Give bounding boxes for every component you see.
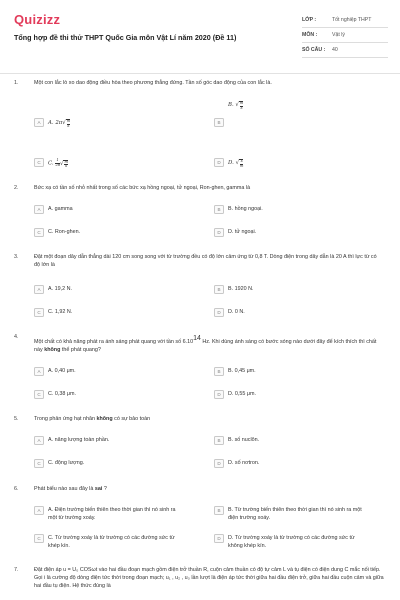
- option-text: B. Từ trường biến thiên theo thời gian thì nó sinh ra một điện trường xoáy.: [228, 507, 362, 521]
- question-1: [14, 80, 388, 180]
- option-letter: D: [214, 534, 224, 543]
- option-b[interactable]: [214, 205, 366, 214]
- meta-class-value: Tốt nghiệp THPT: [332, 17, 372, 23]
- header: [14, 10, 386, 60]
- option-letter: B: [214, 436, 224, 445]
- option-letter: D: [214, 308, 224, 317]
- question-text: Trong phản ứng hạt nhân không có sự bảo toàn: [34, 416, 151, 422]
- option-letter: C: [34, 158, 44, 167]
- option-text: A. 2π√ $\frac{m}{k}$: [48, 119, 71, 128]
- option-text: B. hồng ngoại.: [228, 206, 263, 212]
- option-text: C. 0,38 μm.: [48, 391, 76, 397]
- option-text: D. 0,55 μm.: [228, 391, 256, 397]
- question-number: 3.: [14, 254, 19, 260]
- option-a[interactable]: [34, 367, 186, 376]
- option-text: A. 0,40 μm.: [48, 368, 76, 374]
- option-d[interactable]: [214, 228, 366, 237]
- option-a[interactable]: [34, 436, 186, 445]
- option-letter: D: [214, 459, 224, 468]
- option-text: B. 1920 N.: [228, 286, 254, 292]
- option-a[interactable]: [34, 285, 186, 294]
- option-letter: C: [34, 308, 44, 317]
- option-c[interactable]: [34, 308, 186, 317]
- option-text: A. năng lượng toàn phần.: [48, 437, 110, 443]
- option-text: C. 1,92 N.: [48, 309, 73, 315]
- meta-info: [302, 13, 388, 58]
- option-c[interactable]: [34, 390, 186, 399]
- option-b[interactable]: [214, 436, 366, 445]
- question-4: [14, 334, 388, 404]
- option-text: D. số nơtron.: [228, 460, 260, 466]
- option-text: C. $\frac{1}{2\pi}$ √ $\frac{m}{k}$: [48, 158, 68, 169]
- option-c[interactable]: [34, 534, 186, 550]
- option-text: B. √ $\frac{m}{k}$: [228, 101, 244, 110]
- option-letter: A: [34, 367, 44, 376]
- option-d[interactable]: [214, 534, 366, 550]
- option-letter: C: [34, 390, 44, 399]
- quizizz-logo: Quizizz: [14, 12, 61, 27]
- option-b[interactable]: [214, 100, 366, 110]
- option-a[interactable]: [34, 205, 186, 214]
- option-b[interactable]: [214, 506, 366, 522]
- option-letter: D: [214, 390, 224, 399]
- option-a[interactable]: [34, 118, 186, 128]
- option-text: D. Từ trường xoáy là từ trường có các đường sức từ không khép kín.: [228, 535, 355, 549]
- option-letter: C: [34, 228, 44, 237]
- option-c[interactable]: [34, 228, 186, 237]
- option-letter: D: [214, 228, 224, 237]
- option-text: C. Từ trường xoáy là từ trường có các đường sức từ khép kín.: [48, 535, 175, 549]
- option-letter: A: [34, 506, 44, 515]
- option-text: C. động lượng.: [48, 460, 85, 466]
- option-d[interactable]: [214, 390, 366, 399]
- option-text: A. Điện trường biến thiên theo thời gian thì nó sinh ra một từ trường xoáy.: [48, 507, 176, 521]
- question-number: 1.: [14, 80, 19, 86]
- option-text: C. Ron-ghen.: [48, 229, 81, 235]
- question-text: Phát biểu nào sau đây là sai ?: [34, 486, 107, 492]
- option-text: B. số nuclôn.: [228, 437, 260, 443]
- option-letter: B: [214, 285, 224, 294]
- meta-count-value: 40: [332, 47, 338, 53]
- option-letter: B: [214, 205, 224, 214]
- meta-count-row: [302, 43, 388, 58]
- header-divider: [0, 73, 400, 74]
- option-d[interactable]: [214, 158, 366, 168]
- option-b[interactable]: [214, 285, 366, 294]
- question-2: [14, 185, 388, 245]
- question-number: 6.: [14, 486, 19, 492]
- option-text: D. √ $\frac{k}{m}$: [228, 159, 244, 168]
- meta-subject-row: [302, 28, 388, 43]
- option-letter: B: [214, 367, 224, 376]
- meta-count-label: SỐ CÂU :: [302, 47, 326, 53]
- question-number: 7.: [14, 567, 19, 573]
- option-letter: A: [34, 285, 44, 294]
- option-letter: A: [34, 118, 44, 127]
- option-text: D. tử ngoại.: [228, 229, 257, 235]
- meta-subject-value: Vật lý: [332, 32, 345, 38]
- meta-class-row: [302, 13, 388, 28]
- question-number: 2.: [14, 185, 19, 191]
- question-3: [14, 254, 388, 324]
- option-text: B. 0,45 μm.: [228, 368, 256, 374]
- option-c[interactable]: [34, 459, 186, 468]
- question-text: Một chất có khả năng phát ra ánh sáng phát quang với tần số 6.10$^{14}$ Hz. Khi dùng ánh sáng có bước sóng nào dưới đây để kích thích thì chất này không thể phát quang?: [34, 335, 377, 353]
- question-number: 4.: [14, 334, 19, 340]
- question-text: Đặt một đoạn dây dẫn thẳng dài 120 cm song song với từ trường đều có độ lớn cảm ứng từ 0,8 T. Dòng điện trong dây dẫn là 20 A thì lực từ có độ lớn là: [34, 254, 377, 268]
- question-text: Đặt điện áp u = U₀ COSωt vào hai đầu đoạn mạch gồm điện trở thuần R, cuộn cảm thuần có độ tự cảm L và tụ điện có điện dung C mắc nối tiếp. Gọi i là cường độ dòng điện tức thời trong đoạn mạch; u₁ , u₂ , u₃ lần lượt là điện áp tức thời giữa hai đầu điện trở, giữa hai đầu cuộn cảm và giữa hai đầu tụ điện. Hệ thức đúng là: [34, 567, 384, 589]
- option-a[interactable]: [34, 506, 186, 522]
- option-letter: D: [214, 158, 224, 167]
- question-text: Bức xạ có tần số nhỏ nhất trong số các bức xạ hồng ngoại, tử ngoại, Ron-ghen, gamma là: [34, 185, 251, 191]
- option-d[interactable]: [214, 308, 366, 317]
- option-letter: B: [214, 506, 224, 515]
- option-d[interactable]: [214, 459, 366, 468]
- option-letter: C: [34, 459, 44, 468]
- option-text: D. 0 N.: [228, 309, 245, 315]
- option-letter: C: [34, 534, 44, 543]
- meta-class-label: LỚP :: [302, 17, 317, 23]
- meta-subject-label: MÔN :: [302, 32, 318, 38]
- option-text: A. gamma: [48, 206, 73, 212]
- question-7: [14, 567, 388, 600]
- document-title: Tổng hợp đề thi thử THPT Quốc Gia môn Vật Lí năm 2020 (Đề 11): [14, 33, 237, 42]
- question-number: 5.: [14, 416, 19, 422]
- option-b[interactable]: [214, 367, 366, 376]
- question-6: [14, 486, 388, 561]
- option-b-box[interactable]: [214, 118, 366, 127]
- option-letter: B: [214, 118, 224, 127]
- question-text: Một con lắc lò xo dao động điều hòa theo phương thẳng đứng. Tần số góc dao động của con lắc là.: [34, 80, 272, 86]
- option-letter: A: [34, 436, 44, 445]
- option-letter: A: [34, 205, 44, 214]
- option-text: A. 19,2 N.: [48, 286, 72, 292]
- question-5: [14, 416, 388, 476]
- option-c[interactable]: [34, 158, 186, 169]
